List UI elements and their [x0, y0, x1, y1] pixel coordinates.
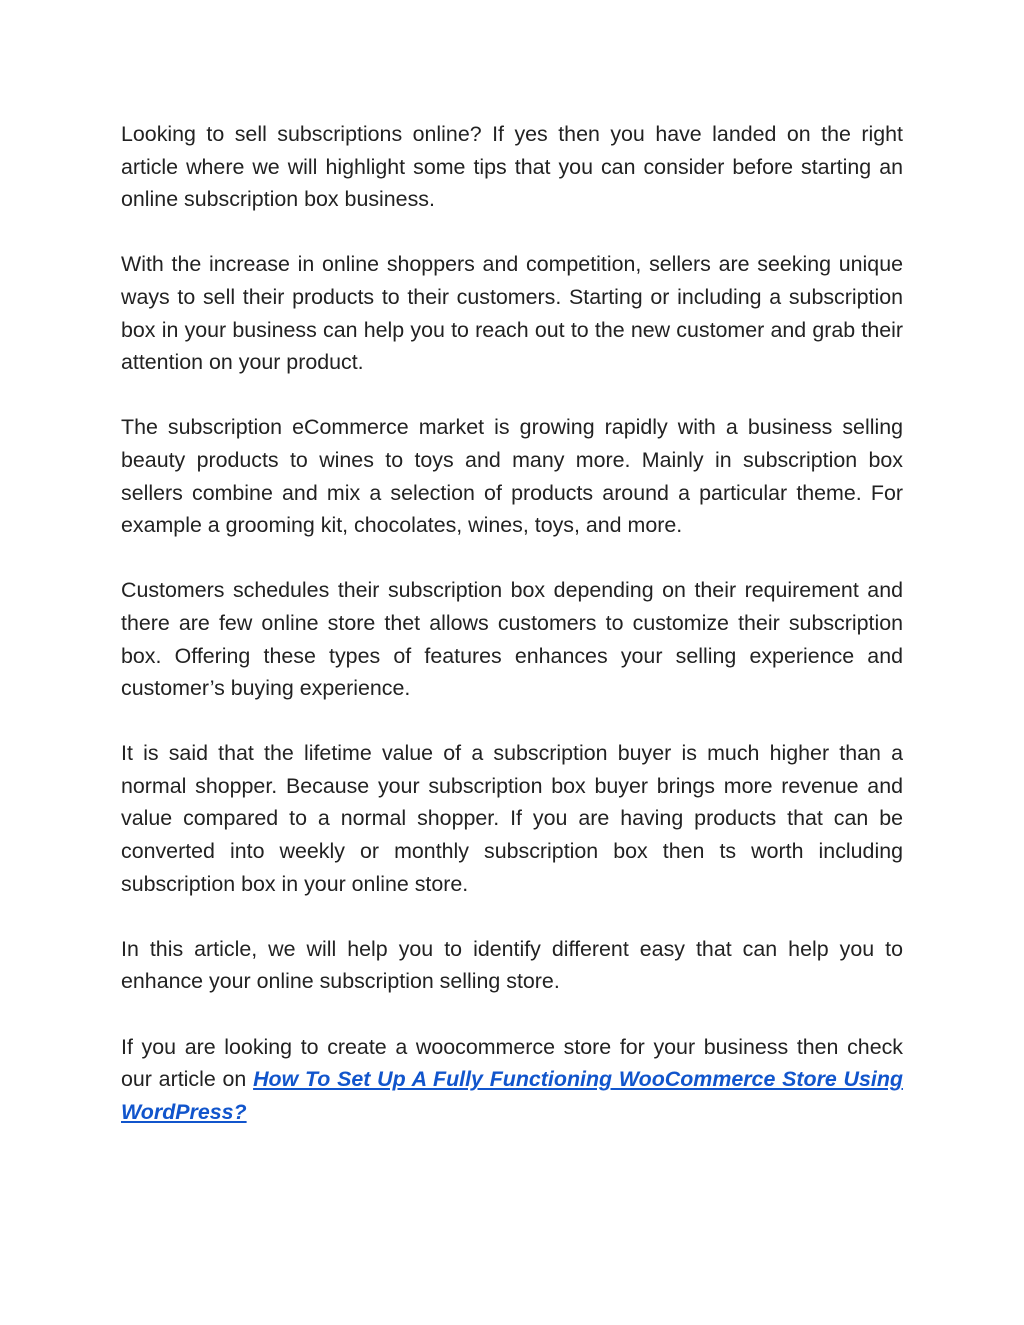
- paragraph-market: The subscription eCommerce market is growing rapidly with a business selling beauty products to wines to toys and many more. Mainly in subscription box sellers combine and mix a selection of products around a particular theme. For example a grooming kit, chocolates, wines, toys, and more.: [121, 415, 903, 538]
- document-body: [121, 118, 903, 1161]
- closing-text: If you are looking to create a woocommerce store for your business then check our article on: [121, 1034, 903, 1092]
- paragraph-competition: With the increase in online shoppers and competition, sellers are seeking unique ways to sell their products to their customers. Starting or including a subscription box in your business can help you to reach out to the new customer and grab their attention on your product.: [121, 252, 903, 375]
- woocommerce-article-link[interactable]: How To Set Up A Fully Functioning WooCommerce Store Using WordPress?: [121, 1067, 903, 1124]
- paragraph-customers: Customers schedules their subscription box depending on their requirement and there are few online store thet allows customers to customize their subscription box. Offering these types of features enhances your selling experience and customer’s buying experience.: [121, 578, 903, 701]
- paragraph-closing: [121, 1031, 903, 1129]
- paragraph-article-intro: In this article, we will help you to identify different easy that can help you to enhance your online subscription selling store.: [121, 936, 903, 994]
- paragraph-intro: Looking to sell subscriptions online? If yes then you have landed on the right article where we will highlight some tips that you can consider before starting an online subscription box business.: [121, 122, 903, 212]
- paragraph-lifetime-value: It is said that the lifetime value of a subscription buyer is much higher than a normal shopper. Because your subscription box buyer brings more revenue and value compared to a normal shopper. If you are having products that can be converted into weekly or monthly subscription box then ts worth including subscription box in your online store.: [121, 741, 903, 896]
